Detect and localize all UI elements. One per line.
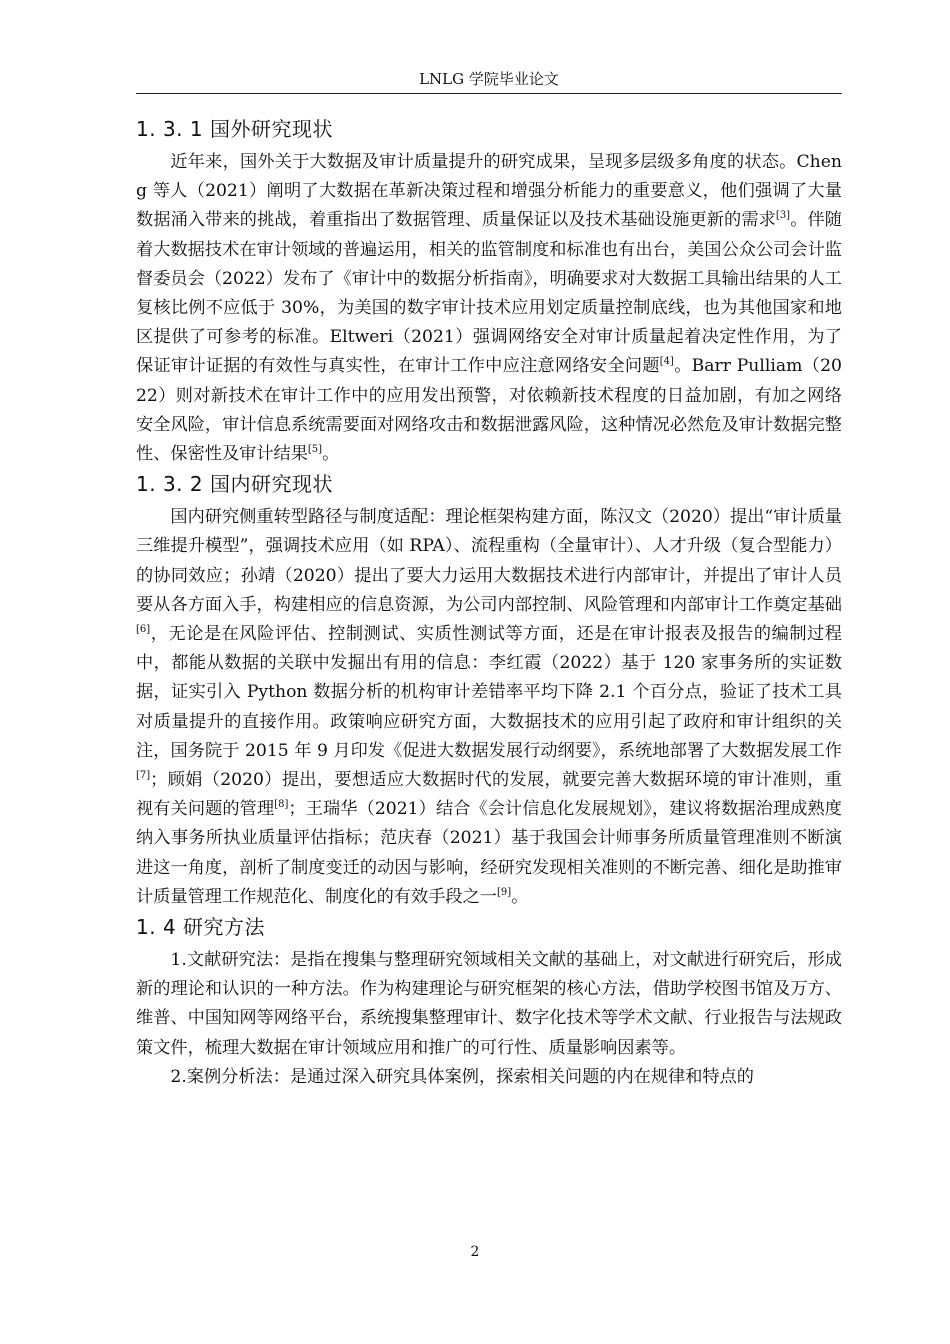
paragraph-text: 。伴随着大数据技术在审计领域的普遍运用，相关的监管制度和标准也有出台，美国公众公司会计监督委员会（2022）发布了《审计中的数据分析指南》，明确要求对大数据工具输出结果的人工复核比例不应低于 30%，为美国的数字审计技术应用划定质量控制底线，也为其他国家和地区提供了可参考的标准。Eltweri（2021）强调网络安全对审计质量起着决定性作用，为了保证审计证据的有效性与真实性，在审计工作中应注意网络安全问题 <box>136 210 842 377</box>
citation-marker: [7] <box>136 770 151 782</box>
paragraph-text: ，无论是在风险评估、控制测试、实质性测试等方面，还是在审计报表及报告的编制过程中，都能从数据的关联中发掘出有用的信息：李红霞（2022）基于 120 家事务所的实证数据，证实引入 Python 数据分析的机构审计差错率平均下降 2.1 个百分点，验证了技术工具对质量提升的直接作用。政策响应研究方面，大数据技术的应用引起了政府和审计组织的关注，国务院于 2015 年 9 月印发《促进大数据发展行动纲要》，系统地部署了大数据发展工作 <box>136 624 842 761</box>
page-body <box>136 114 842 1092</box>
body-paragraph <box>136 1063 842 1092</box>
paragraph-text: 近年来，国外关于大数据及审计质量提升的研究成果，呈现多层级多角度的状态。Cheng 等人（2021）阐明了大数据在革新决策过程和增强分析能力的重要意义，他们强调了大量数据涌入带来的挑战，着重指出了数据管理、质量保证以及技术基础设施更新的需求 <box>136 152 842 231</box>
citation-marker: [9] <box>496 886 512 898</box>
citation-marker: [5] <box>307 444 323 456</box>
body-paragraph <box>136 946 842 1063</box>
paragraph-text: 国内研究侧重转型路径与制度适配：理论框架构建方面，陈汉文（2020）提出“审计质量三维提升模型”，强调技术应用（如 RPA）、流程重构（全量审计）、人才升级（复合型能力）的协同效应；孙靖（2020）提出了要大力运用大数据技术进行内部审计，并提出了审计人员要从各方面入手，构建相应的信息资源，为公司内部控制、风险管理和内部审计工作奠定基础 <box>136 507 842 615</box>
running-header: LNLG 学院毕业论文 <box>136 68 842 94</box>
citation-marker: [3] <box>775 210 791 222</box>
paragraph-text: 。 <box>322 444 340 465</box>
citation-marker: [4] <box>659 356 674 368</box>
page-number: 2 <box>470 1244 480 1260</box>
citation-marker: [8] <box>274 799 289 811</box>
paragraph-text: 2.案例分析法：是通过深入研究具体案例，探索相关问题的内在规律和特点的 <box>170 1066 754 1087</box>
body-paragraph <box>136 503 842 912</box>
section-heading: 1. 3. 2 国内研究现状 <box>136 472 333 497</box>
paragraph-text: 。 <box>511 886 529 907</box>
paragraph-text: 1.文献研究法：是指在搜集与整理研究领域相关文献的基础上，对文献进行研究后，形成新的理论和认识的一种方法。作为构建理论与研究框架的核心方法，借助学校图书馆及万方、维普、中国知网等网络平台，系统搜集整理审计、数字化技术等学术文献、行业报告与法规政策文件，梳理大数据在审计领域应用和推广的可行性、质量影响因素等。 <box>136 950 842 1058</box>
paragraph-text: ；王瑞华（2021）结合《会计信息化发展规划》，建议将数据治理成熟度纳入事务所执业质量评估指标；范庆春（2021）基于我国会计师事务所质量管理准则不断演进这一角度，剖析了制度变迁的动因与影响，经研究发现相关准则的不断完善、细化是助推审计质量管理工作规范化、制度化的有效手段之一 <box>136 799 842 907</box>
citation-marker: [6] <box>136 624 151 636</box>
section-heading: 1. 4 研究方法 <box>136 915 266 940</box>
paragraph-text: ；顾娟（2020）提出，要想适应大数据时代的发展，就要完善大数据环境的审计准则，重视有关问题的管理 <box>136 770 842 820</box>
body-paragraph <box>136 148 842 469</box>
paragraph-text: 。Barr Pulliam（2022）则对新技术在审计工作中的应用发出预警，对依赖新技术程度的日益加剧，有加之网络安全风险，审计信息系统需要面对网络攻击和数据泄露风险，这种情况必然危及审计数据完整性、保密性及审计结果 <box>136 356 842 465</box>
section-heading: 1. 3. 1 国外研究现状 <box>136 117 333 141</box>
